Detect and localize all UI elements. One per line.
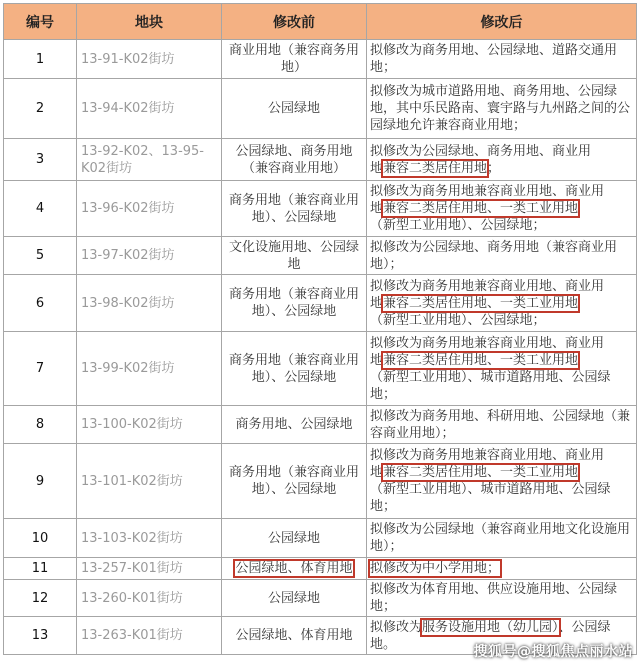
- after-text: 拟修改为公园绿地、商务用地（兼容商业用地）；: [370, 239, 618, 272]
- after-text: （新型工业用地）、城市道路用地、公园绿地；: [370, 369, 611, 402]
- row-before: 商业用地（兼容商务用地）: [222, 40, 367, 79]
- row-no: 12: [4, 580, 77, 617]
- table-row: [4, 444, 637, 519]
- row-plot: 13-99-K02街坊: [77, 332, 222, 406]
- row-after: [367, 519, 637, 558]
- after-text: （新型工业用地）、城市道路用地、公园绿地；: [370, 482, 611, 514]
- after-text: 拟修改为商务用地兼容商业用地、商业用: [370, 448, 605, 463]
- row-no: 11: [4, 558, 77, 580]
- row-plot: 13-96-K02街坊: [77, 181, 222, 237]
- row-no: 7: [4, 332, 77, 406]
- row-plot: 13-263-K01街坊: [77, 617, 222, 655]
- highlight-box: 兼容二类居住用地: [383, 160, 488, 176]
- row-before: 公园绿地、商务用地（兼容商业用地）: [222, 139, 367, 181]
- row-after: [367, 40, 637, 79]
- row-before: 商务用地（兼容商业用地）、公园绿地: [222, 444, 367, 519]
- after-text: 拟修改为体育用地、供应设施用地、公园绿地；: [370, 582, 618, 614]
- row-plot: 13-97-K02街坊: [77, 237, 222, 275]
- header-no: 编号: [4, 4, 77, 40]
- highlight-box: 兼容二类居住用地、一类工业用地: [383, 352, 579, 368]
- after-text: （新型工业用地）、公园绿地；: [370, 312, 546, 328]
- row-plot: 13-103-K02街坊: [77, 519, 222, 558]
- row-after: [367, 275, 637, 332]
- after-text: 拟修改为商务用地、科研用地、公园绿地（兼容商业用地）；: [370, 408, 631, 441]
- row-after: [367, 237, 637, 275]
- after-text: 拟修改为商务用地、公园绿地、道路交通用地；: [370, 43, 618, 75]
- row-plot: 13-260-K01街坊: [77, 580, 222, 617]
- row-after: [367, 558, 637, 580]
- row-after: [367, 444, 637, 519]
- row-after: [367, 332, 637, 406]
- row-no: 9: [4, 444, 77, 519]
- table-row: [4, 237, 637, 275]
- land-use-table: [3, 3, 637, 655]
- highlight-box: 服务设施用地（幼儿园）: [422, 619, 559, 635]
- row-before: 商务用地（兼容商业用地）、公园绿地: [222, 332, 367, 406]
- row-no: 8: [4, 406, 77, 444]
- after-text: 拟修改为公园绿地、商务用地、商业用: [370, 143, 592, 159]
- highlight-box: 兼容二类居住用地、一类工业用地: [383, 465, 579, 480]
- row-no: 13: [4, 617, 77, 655]
- row-after: [367, 406, 637, 444]
- row-no: 1: [4, 40, 77, 79]
- after-text: 地: [370, 295, 384, 311]
- highlight-box: 拟修改为中小学用地；: [370, 561, 501, 576]
- after-text: ；: [487, 160, 501, 176]
- row-no: 10: [4, 519, 77, 558]
- row-plot: 13-94-K02街坊: [77, 79, 222, 139]
- row-before: 商务用地（兼容商业用地）、公园绿地: [222, 181, 367, 237]
- after-text: 地: [370, 352, 384, 368]
- row-plot: 13-98-K02街坊: [77, 275, 222, 332]
- after-text: 拟修改为城市道路用地、商务用地、公园绿地，其中乐民路南、寰宇路与九州路之间的公园绿地允许兼容商业用地；: [370, 84, 631, 133]
- row-after: [367, 139, 637, 181]
- row-after: [367, 580, 637, 617]
- header-after: 修改后: [367, 4, 637, 40]
- table-header-row: [4, 4, 637, 40]
- row-after: [367, 181, 637, 237]
- after-text: 拟修改为: [370, 619, 423, 635]
- row-no: 6: [4, 275, 77, 332]
- after-text: 拟修改为商务用地兼容商业用地、商业用: [370, 184, 605, 199]
- row-before: 公园绿地: [222, 519, 367, 558]
- row-before: 文化设施用地、公园绿地: [222, 237, 367, 275]
- table-row: [4, 79, 637, 139]
- after-text: 地: [370, 465, 384, 480]
- row-before: 公园绿地: [222, 79, 367, 139]
- table-row: [4, 558, 637, 580]
- table-row: [4, 181, 637, 237]
- row-after: [367, 79, 637, 139]
- after-text: 拟修改为商务用地兼容商业用地、商业用: [370, 335, 605, 351]
- row-plot: 13-92-K02、13-95-K02街坊: [77, 139, 222, 181]
- watermark: 搜狐号@搜狐焦点丽水站: [473, 644, 633, 660]
- row-no: 5: [4, 237, 77, 275]
- after-text: 拟修改为商务用地兼容商业用地、商业用: [370, 278, 605, 294]
- table-row: [4, 580, 637, 617]
- row-before: 商务用地（兼容商业用地）、公园绿地: [222, 275, 367, 332]
- row-before: 公园绿地: [222, 580, 367, 617]
- after-text: 地: [370, 201, 384, 216]
- row-no: 2: [4, 79, 77, 139]
- table-row: [4, 40, 637, 79]
- after-text: （新型工业用地）、公园绿地；: [370, 218, 546, 233]
- highlight-box: 公园绿地、体育用地: [235, 561, 353, 576]
- row-plot: 13-100-K02街坊: [77, 406, 222, 444]
- row-before: [222, 558, 367, 580]
- table-row: [4, 139, 637, 181]
- row-plot: 13-101-K02街坊: [77, 444, 222, 519]
- row-no: 4: [4, 181, 77, 237]
- highlight-box: 兼容二类居住用地、一类工业用地: [383, 295, 579, 311]
- row-plot: 13-91-K02街坊: [77, 40, 222, 79]
- table-row: [4, 406, 637, 444]
- header-before: 修改前: [222, 4, 367, 40]
- table-row: [4, 275, 637, 332]
- row-no: 3: [4, 139, 77, 181]
- table-row: [4, 519, 637, 558]
- after-text: 、公园绿地。: [370, 619, 611, 652]
- row-before: 商务用地、公园绿地: [222, 406, 367, 444]
- highlight-box: 兼容二类居住用地、一类工业用地: [383, 201, 579, 216]
- row-plot: 13-257-K01街坊: [77, 558, 222, 580]
- table-row: [4, 332, 637, 406]
- after-text: 拟修改为公园绿地（兼容商业用地文化设施用地）；: [370, 522, 631, 554]
- header-plot: 地块: [77, 4, 222, 40]
- row-before: 公园绿地、体育用地: [222, 617, 367, 655]
- after-text: 地: [370, 160, 384, 176]
